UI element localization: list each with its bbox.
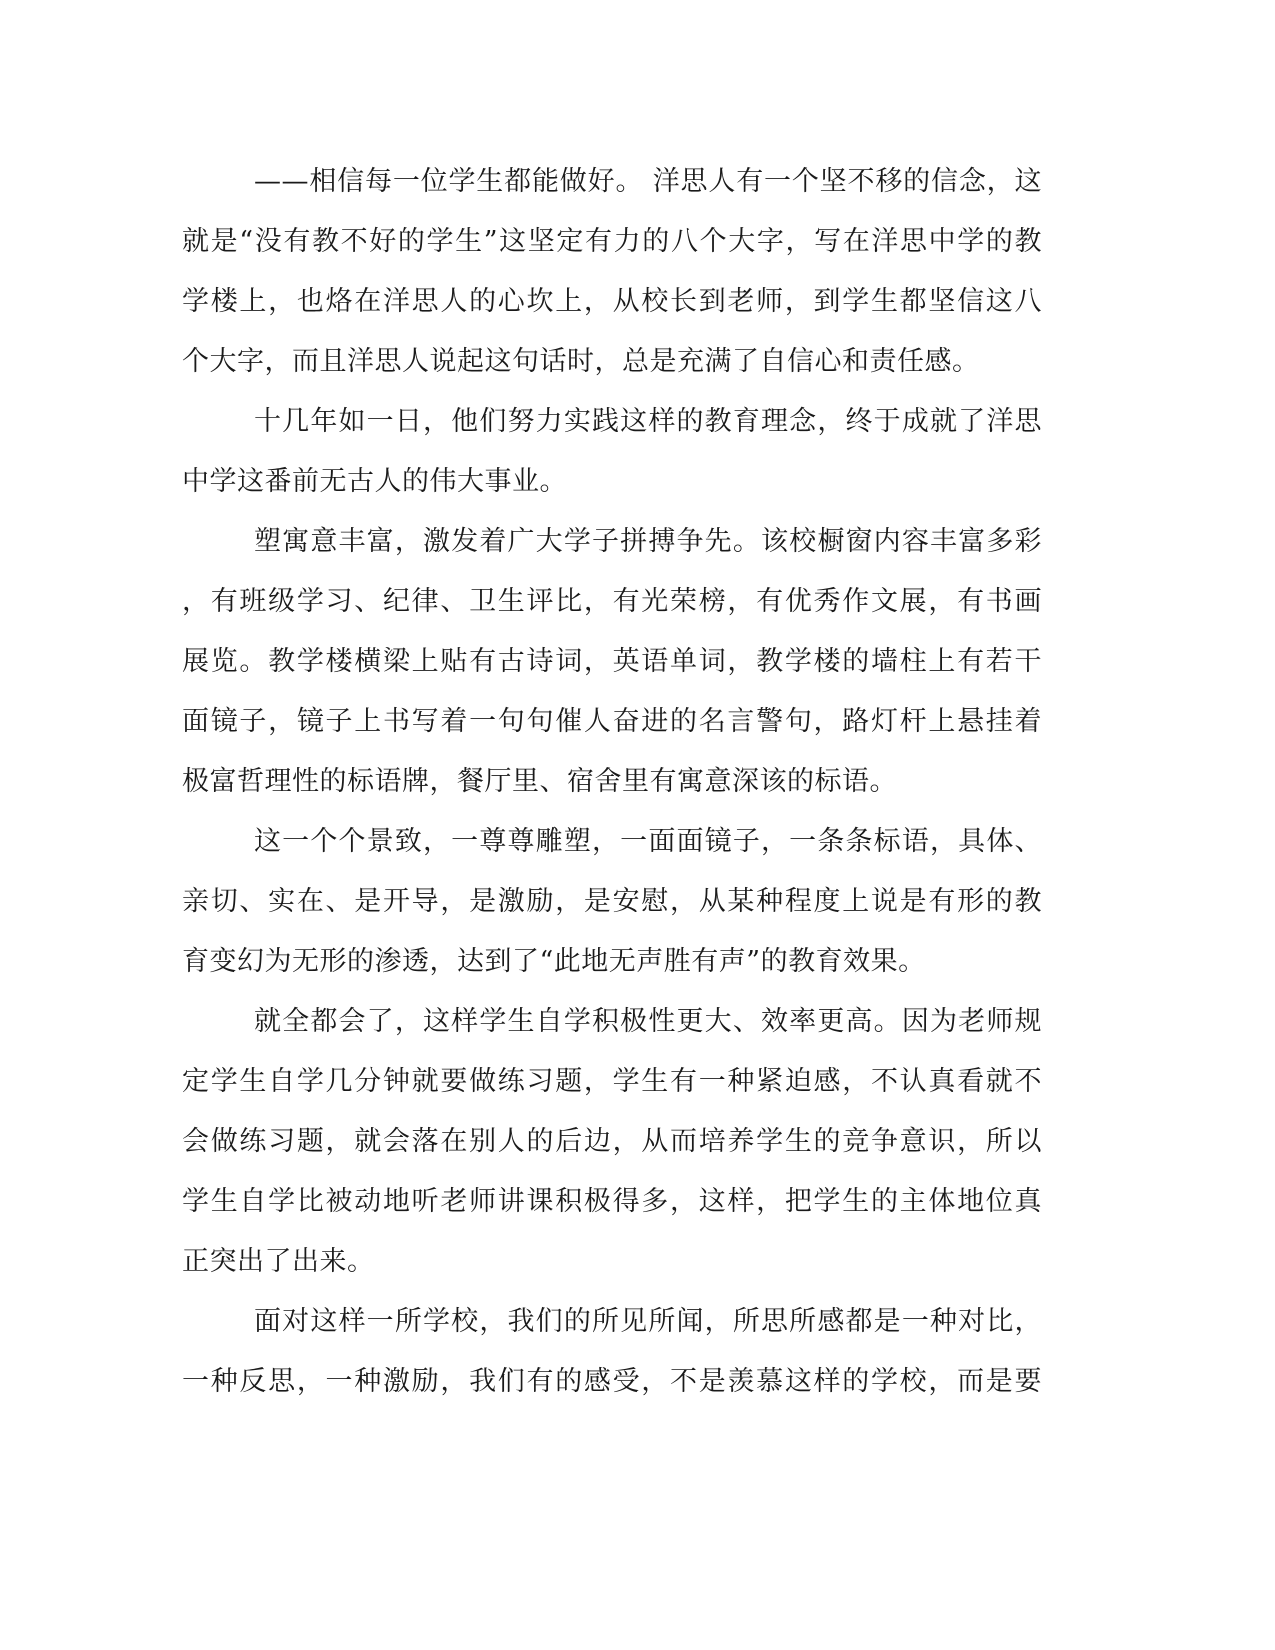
text-line: 会做练习题，就会落在别人的后边，从而培养学生的竞争意识，所以 xyxy=(182,1126,1042,1157)
text-line: 学楼上，也烙在洋思人的心坎上，从校长到老师，到学生都坚信这八 xyxy=(182,286,1042,317)
text-line: 极富哲理性的标语牌，餐厅里、宿舍里有寓意深该的标语。 xyxy=(182,766,897,797)
text-line: 十几年如一日，他们努力实践这样的教育理念，终于成就了洋思 xyxy=(254,406,1042,437)
text-line: 这一个个景致，一尊尊雕塑，一面面镜子，一条条标语，具体、 xyxy=(254,826,1042,857)
text-line: 正突出了出来。 xyxy=(182,1246,375,1277)
text-line: 中学这番前无古人的伟大事业。 xyxy=(182,466,567,497)
text-line: 就是“没有教不好的学生”这坚定有力的八个大字，写在洋思中学的教 xyxy=(182,226,1042,257)
body-text xyxy=(182,152,1042,1412)
text-line: 育变幻为无形的渗透，达到了“此地无声胜有声”的教育效果。 xyxy=(182,946,926,977)
text-line: 面镜子，镜子上书写着一句句催人奋进的名言警句，路灯杆上悬挂着 xyxy=(182,706,1042,737)
paragraph xyxy=(182,512,1042,812)
text-line: 学生自学比被动地听老师讲课积极得多，这样，把学生的主体地位真 xyxy=(182,1186,1042,1217)
text-line: 定学生自学几分钟就要做练习题，学生有一种紧迫感，不认真看就不 xyxy=(182,1066,1042,1097)
text-line: 个大字，而且洋思人说起这句话时，总是充满了自信心和责任感。 xyxy=(182,346,980,377)
paragraph xyxy=(182,992,1042,1292)
text-line: ——相信每一位学生都能做好。 洋思人有一个坚不移的信念，这 xyxy=(254,166,1042,197)
text-line: 面对这样一所学校，我们的所见所闻，所思所感都是一种对比， xyxy=(254,1306,1042,1337)
paragraph xyxy=(182,152,1042,392)
document-page xyxy=(182,152,1042,1412)
text-line: 就全都会了，这样学生自学积极性更大、效率更高。因为老师规 xyxy=(254,1006,1042,1037)
text-line: ，有班级学习、纪律、卫生评比，有光荣榜，有优秀作文展，有书画 xyxy=(182,586,1042,617)
paragraph xyxy=(182,1292,1042,1412)
text-line: 塑寓意丰富，激发着广大学子拼搏争先。该校橱窗内容丰富多彩 xyxy=(254,526,1042,557)
paragraph xyxy=(182,812,1042,992)
paragraph xyxy=(182,392,1042,512)
text-line: 一种反思，一种激励，我们有的感受，不是羡慕这样的学校，而是要 xyxy=(182,1366,1042,1397)
text-line: 亲切、实在、是开导，是激励，是安慰，从某种程度上说是有形的教 xyxy=(182,886,1042,917)
text-line: 展览。教学楼横梁上贴有古诗词，英语单词，教学楼的墙柱上有若干 xyxy=(182,646,1042,677)
